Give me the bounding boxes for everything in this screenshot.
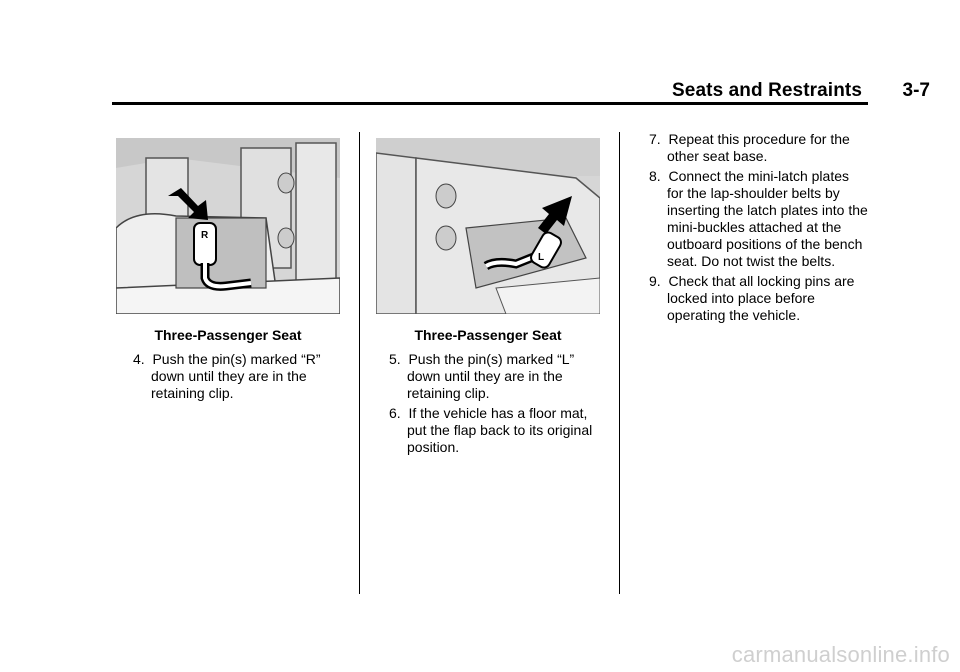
step-6-text: If the vehicle has a floor mat, put the flap back to its original position. bbox=[407, 405, 593, 455]
figure2-caption: Three-Passenger Seat bbox=[414, 327, 562, 343]
figure-three-passenger-seat-right bbox=[116, 138, 340, 314]
step-8-text: Connect the mini-latch plates for the lap-shoulder belts by inserting the latch plates into the mini-buckles attached at the outboard positions of the bench seat. Do not twist the belts. bbox=[667, 168, 868, 269]
step-4: 4. Push the pin(s) marked “R” down until they are in the retaining clip. bbox=[133, 351, 321, 401]
step-7: 7. Repeat this procedure for the other seat base. bbox=[649, 131, 850, 164]
step-5-text: Push the pin(s) marked “L” down until they are in the retaining clip. bbox=[407, 351, 575, 401]
step-8: 8. Connect the mini-latch plates for the lap-shoulder belts by inserting the latch plates into the mini-buckles attached at the outboard positions of the bench seat. Do not twist the belts. bbox=[649, 168, 868, 269]
figure1-caption: Three-Passenger Seat bbox=[154, 327, 302, 343]
step-5: 5. Push the pin(s) marked “L” down until they are in the retaining clip. bbox=[389, 351, 575, 401]
step-4-text: Push the pin(s) marked “R” down until they are in the retaining clip. bbox=[151, 351, 321, 401]
step-7-text: Repeat this procedure for the other seat base. bbox=[667, 131, 850, 164]
column-divider-2 bbox=[619, 132, 620, 594]
step-9-text: Check that all locking pins are locked into place before operating the vehicle. bbox=[667, 273, 855, 323]
section-title: Seats and Restraints bbox=[672, 80, 862, 101]
page-number: 3-7 bbox=[902, 80, 930, 101]
figure-three-passenger-seat-left bbox=[376, 138, 600, 314]
pin-label-r: R bbox=[201, 230, 209, 241]
watermark: carmanualsonline.info bbox=[731, 642, 950, 667]
seat-illustration-right bbox=[116, 138, 340, 314]
seat-illustration-left bbox=[376, 138, 600, 314]
header-rule bbox=[112, 102, 868, 105]
pin-label-l: L bbox=[538, 252, 545, 263]
column-divider-1 bbox=[359, 132, 360, 594]
step-6: 6. If the vehicle has a floor mat, put the flap back to its original position. bbox=[389, 405, 593, 455]
step-9: 9. Check that all locking pins are locked into place before operating the vehicle. bbox=[649, 273, 855, 323]
